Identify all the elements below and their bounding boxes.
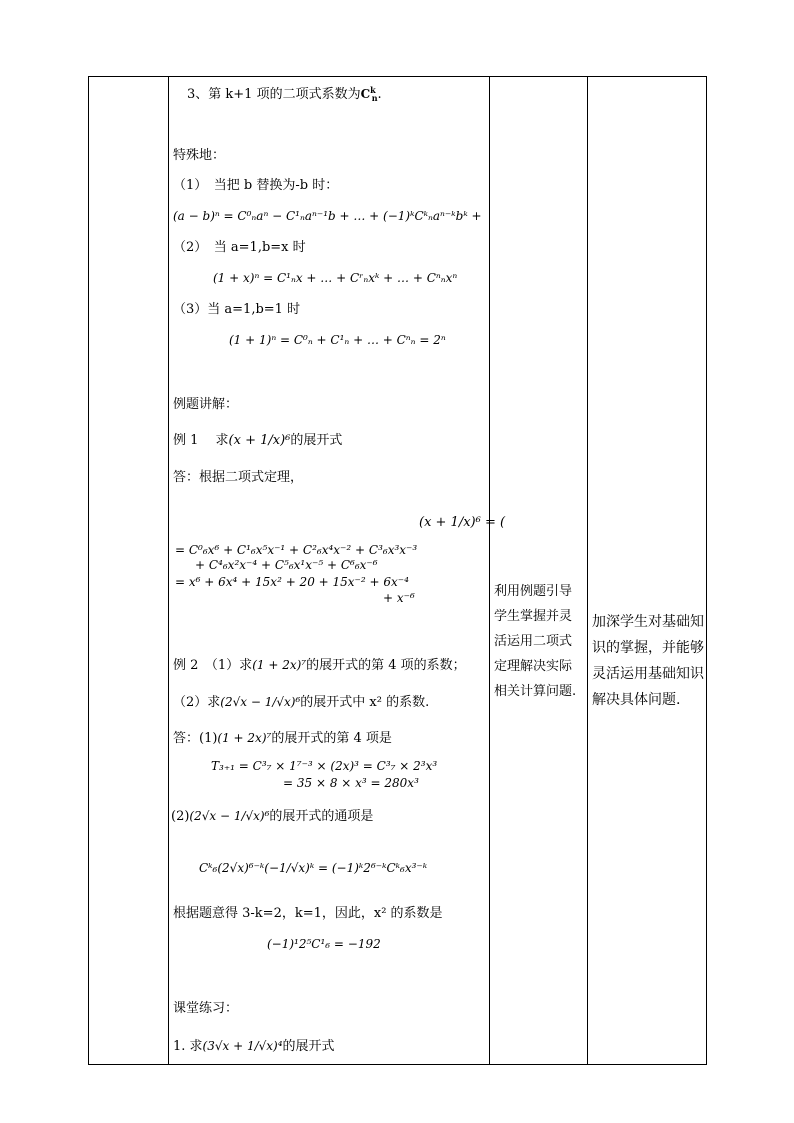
example-2-part-2-answer <box>171 808 373 825</box>
item-3-sup: k <box>370 85 376 95</box>
special-heading: 特殊地： <box>173 148 226 163</box>
content-cell <box>169 77 506 1064</box>
practice-1-formula: (3√x + 1/√x)⁴ <box>202 1039 283 1053</box>
item-3-sub: n <box>371 93 378 104</box>
case-2: （2） 当 a=1,b=x 时 <box>173 240 306 255</box>
practice-1-label: 1. 求 <box>173 1039 203 1054</box>
example-2-term-2: = 35 × 8 × x³ = 280x³ <box>283 776 419 790</box>
example-2-p2-label: (2) <box>171 809 190 824</box>
example-2-term-1: T₃₊₁ = C³₇ × 1⁷⁻³ × (2x)³ = C³₇ × 2³x³ <box>211 759 438 773</box>
example-2-formula-2: (2√x − 1/√x)⁶ <box>220 695 301 709</box>
item-3-end: . <box>377 87 382 102</box>
design-intent-cell: 利用例题引导学生掌握并灵活运用二项式定理解决实际相关计算问题. <box>494 584 577 699</box>
case-1: （1） 当把 b 替换为-b 时： <box>173 178 339 193</box>
practice-1 <box>173 1038 335 1055</box>
examples-heading: 例题讲解： <box>173 397 239 412</box>
example-1-row-3: = x⁶ + 6x⁴ + 15x² + 20 + 15x⁻² + 6x⁻⁴ <box>175 575 409 589</box>
example-2-answer-formula: (1 + 2x)⁷ <box>217 731 272 745</box>
example-1-answer: 答：根据二项式定理， <box>173 470 304 485</box>
example-2-formula-1: (1 + 2x)⁷ <box>252 658 307 672</box>
case-3: （3）当 a=1,b=1 时 <box>173 302 301 317</box>
example-2 <box>173 657 466 674</box>
case-1-formula: (a − b)ⁿ = C⁰ₙaⁿ − C¹ₙaⁿ⁻¹b + … + (−1)ᵏCᵏₙaⁿ⁻ᵏbᵏ + <box>173 209 482 223</box>
practice-1-tail: 的展开式 <box>282 1039 335 1054</box>
example-2-label: 例 2 （1）求 <box>173 658 253 673</box>
example-1 <box>173 433 342 449</box>
practice-heading: 课堂练习： <box>173 1001 239 1016</box>
example-1-row-4: + x⁻⁶ <box>383 591 415 605</box>
column-divider-2 <box>489 77 490 1064</box>
example-2-result: (−1)¹2⁵C¹₆ = −192 <box>267 937 381 951</box>
case-3-formula: (1 + 1)ⁿ = C⁰ₙ + C¹ₙ + … + Cⁿₙ = 2ⁿ <box>229 333 446 347</box>
example-1-tail: 的展开式 <box>290 433 343 448</box>
case-2-formula: (1 + x)ⁿ = C¹ₙx + … + Cʳₙxᵏ + … + Cⁿₙxⁿ <box>213 271 458 285</box>
example-1-formula: (x + 1/x)⁶ <box>228 433 291 448</box>
example-2-answer <box>173 730 392 747</box>
example-2-answer-label: 答：(1) <box>173 731 218 746</box>
example-2-part-2-label: （2）求 <box>173 695 221 710</box>
item-3-sym: C <box>360 87 371 101</box>
lesson-table <box>88 76 707 1065</box>
item-3-symbol <box>360 85 378 104</box>
example-2-p2-tail: 的展开式的通项是 <box>269 809 374 824</box>
goal-cell: 加深学生对基础知识的掌握，并能够灵活运用基础知识解决具体问题. <box>592 614 704 708</box>
column-divider-3 <box>587 77 588 1064</box>
example-2-general-term: Cᵏ₆(2√x)⁶⁻ᵏ(−1/√x)ᵏ = (−1)ᵏ2⁶⁻ᵏCᵏ₆x³⁻ᵏ <box>199 861 428 875</box>
example-1-row-2: + C⁴₆x²x⁻⁴ + C⁵₆x¹x⁻⁵ + C⁶₆x⁻⁶ <box>195 558 378 572</box>
example-2-tail-2: 的展开式中 x² 的系数. <box>300 695 430 710</box>
example-2-solve: 根据题意得 3-k=2，k=1，因此，x² 的系数是 <box>173 906 443 921</box>
example-2-part-2 <box>173 694 429 711</box>
example-2-answer-tail: 的展开式的第 4 项是 <box>271 731 392 746</box>
example-2-tail-1: 的展开式的第 4 项的系数； <box>306 658 466 673</box>
item-3 <box>187 86 382 103</box>
example-1-label: 例 1 求 <box>173 433 229 448</box>
example-1-row-1: = C⁰₆x⁶ + C¹₆x⁵x⁻¹ + C²₆x⁴x⁻² + C³₆x³x⁻³ <box>175 543 418 557</box>
example-1-lhs: (x + 1/x)⁶ = ( <box>419 515 506 530</box>
item-3-text: 3、第 k+1 项的二项式系数为 <box>187 87 361 102</box>
example-2-p2-formula: (2√x − 1/√x)⁶ <box>189 809 270 823</box>
